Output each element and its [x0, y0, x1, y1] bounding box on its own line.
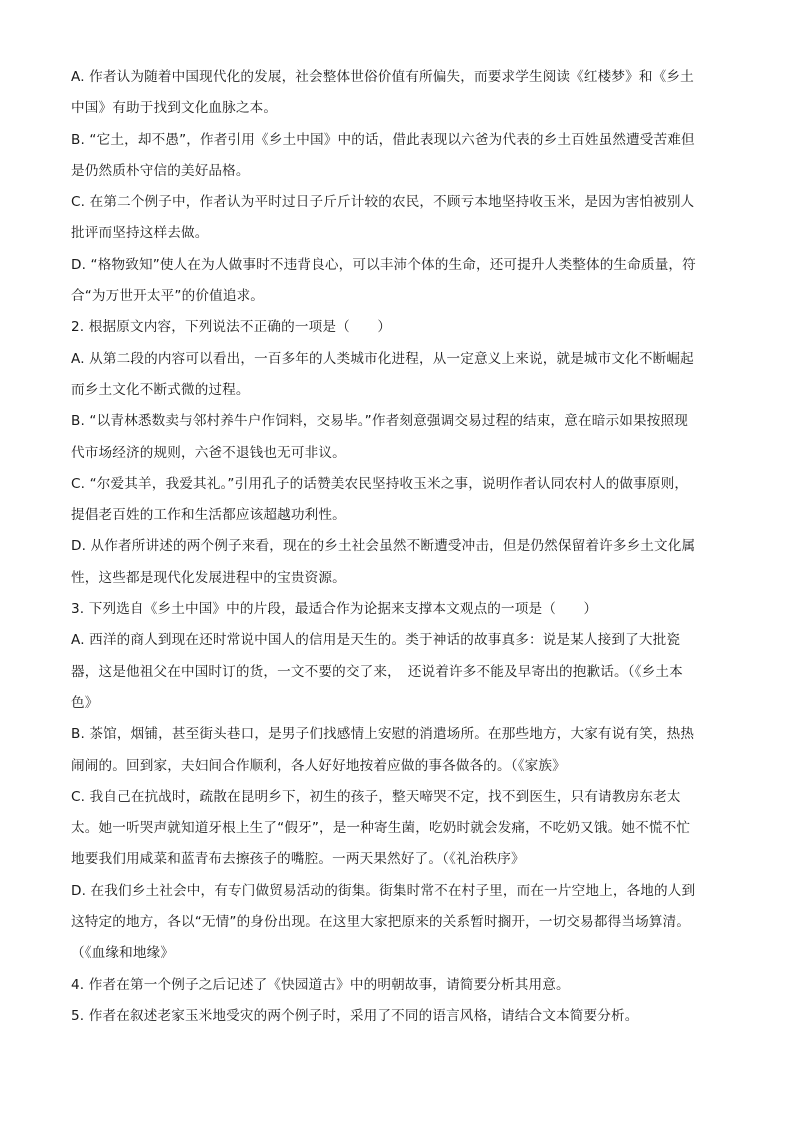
q3-option-c-line-2: 太。她一听哭声就知道牙根上生了“假牙”，是一种寄生菌，吃奶时就会发痛，不吃奶又饿。她不慌不忙 — [71, 820, 691, 837]
q2-option-a-line-1: A. 从第二段的内容可以看出，一百多年的人类城市化进程，从一定意义上来说，就是城市文化不断崛起 — [71, 350, 694, 367]
option-a-line-1: A. 作者认为随着中国现代化的发展，社会整体世俗价值有所偏失，而要求学生阅读《红楼梦》和《乡土 — [71, 69, 694, 85]
q3-option-d-line-1: D. 在我们乡土社会中，有专门做贸易活动的街集。街集时常不在村子里，而在一片空地上，各地的人到 — [71, 882, 696, 899]
q2-option-c-line-2: 提倡老百姓的工作和生活都应该超越功利性。 — [71, 507, 346, 524]
q3-option-d-line-3: （《血缘和地缘》 — [71, 945, 175, 962]
q3-option-a-line-1: A. 西洋的商人到现在还时常说中国人的信用是天生的。类于神话的故事真多：说是某人接到了大批瓷 — [71, 632, 681, 649]
question-2-stem: 2. 根据原文内容，下列说法不正确的一项是（ ） — [71, 319, 392, 336]
q2-option-d-line-1: D. 从作者所讲述的两个例子来看，现在的乡土社会虽然不断遭受冲击，但是仍然保留着许多乡土文化属 — [71, 538, 696, 555]
option-b-line-1: B. “它土，却不愚”，作者引用《乡土中国》中的话，借此表现以六爸为代表的乡土百姓虽然遭受苦难但 — [71, 131, 695, 148]
option-d-line-2: 合“为万世开太平”的价值追求。 — [71, 288, 265, 305]
option-d-line-1: D. “格物致知”使人在为人做事时不违背良心，可以丰沛个体的生命，还可提升人类整体的生命质量，符 — [71, 256, 696, 273]
question-4: 4. 作者在第一个例子之后记述了《快园道古》中的明朝故事，请简要分析其用意。 — [71, 976, 570, 993]
option-c-line-1: C. 在第二个例子中，作者认为平时过日子斤斤计较的农民，不顾亏本地坚持收玉米，是因为害怕被别人 — [71, 194, 695, 211]
option-a-line-2: 中国》有助于找到文化血脉之本。 — [71, 100, 278, 117]
q2-option-d-line-2: 性，这些都是现代化发展进程中的宝贵资源。 — [71, 569, 346, 586]
q3-option-b-line-1: B. 茶馆，烟铺，甚至街头巷口，是男子们找感情上安慰的消遣场所。在那些地方，大家有说有笑，热热 — [71, 726, 695, 743]
q2-option-c-line-1: C. “尔爱其羊，我爱其礼。”引用孔子的话赞美农民坚持收玉米之事，说明作者认同农村人的做事原则， — [71, 475, 689, 492]
q2-option-b-line-2: 代市场经济的规则，六爸不退钱也无可非议。 — [71, 444, 346, 461]
q3-option-a-line-2: 器，这是他祖父在中国时订的货，一文不要的交了来， 还说着许多不能及早寄出的抱歉话。（《乡土本 — [71, 663, 683, 680]
question-3-stem: 3. 下列选自《乡土中国》中的片段，最适合作为论据来支撑本文观点的一项是（ ） — [71, 601, 598, 618]
q3-option-d-line-2: 这特定的地方，各以“无情”的身份出现。在这里大家把原来的关系暂时搁开，一切交易都得当场算清。 — [71, 914, 691, 931]
option-c-line-2: 批评而坚持这样去做。 — [71, 225, 209, 242]
q3-option-b-line-2: 闹闹的。回到家，夫妇间合作顺利，各人好好地按着应做的事各做各的。（《家族》 — [71, 757, 566, 774]
q3-option-c-line-1: C. 我自己在抗战时，疏散在昆明乡下，初生的孩子，整天啼哭不定，找不到医生，只有请教房东老太 — [71, 788, 681, 805]
option-b-line-2: 是仍然质朴守信的美好品格。 — [71, 162, 250, 179]
document-page — [71, 62, 723, 1032]
q3-option-a-line-3: 色》 — [71, 694, 99, 711]
q2-option-a-line-2: 而乡土文化不断式微的过程。 — [71, 381, 250, 398]
q3-option-c-line-3: 地要我们用咸菜和蓝青布去擦孩子的嘴腔。一两天果然好了。（《礼治秩序》 — [71, 851, 525, 868]
q2-option-b-line-1: B. “以青林悉数卖与邻村养牛户作饲料，交易毕。”作者刻意强调交易过程的结束，意在暗示如果按照现 — [71, 413, 688, 430]
question-5: 5. 作者在叙述老家玉米地受灾的两个例子时，采用了不同的语言风格，请结合文本简要分析。 — [71, 1007, 639, 1024]
